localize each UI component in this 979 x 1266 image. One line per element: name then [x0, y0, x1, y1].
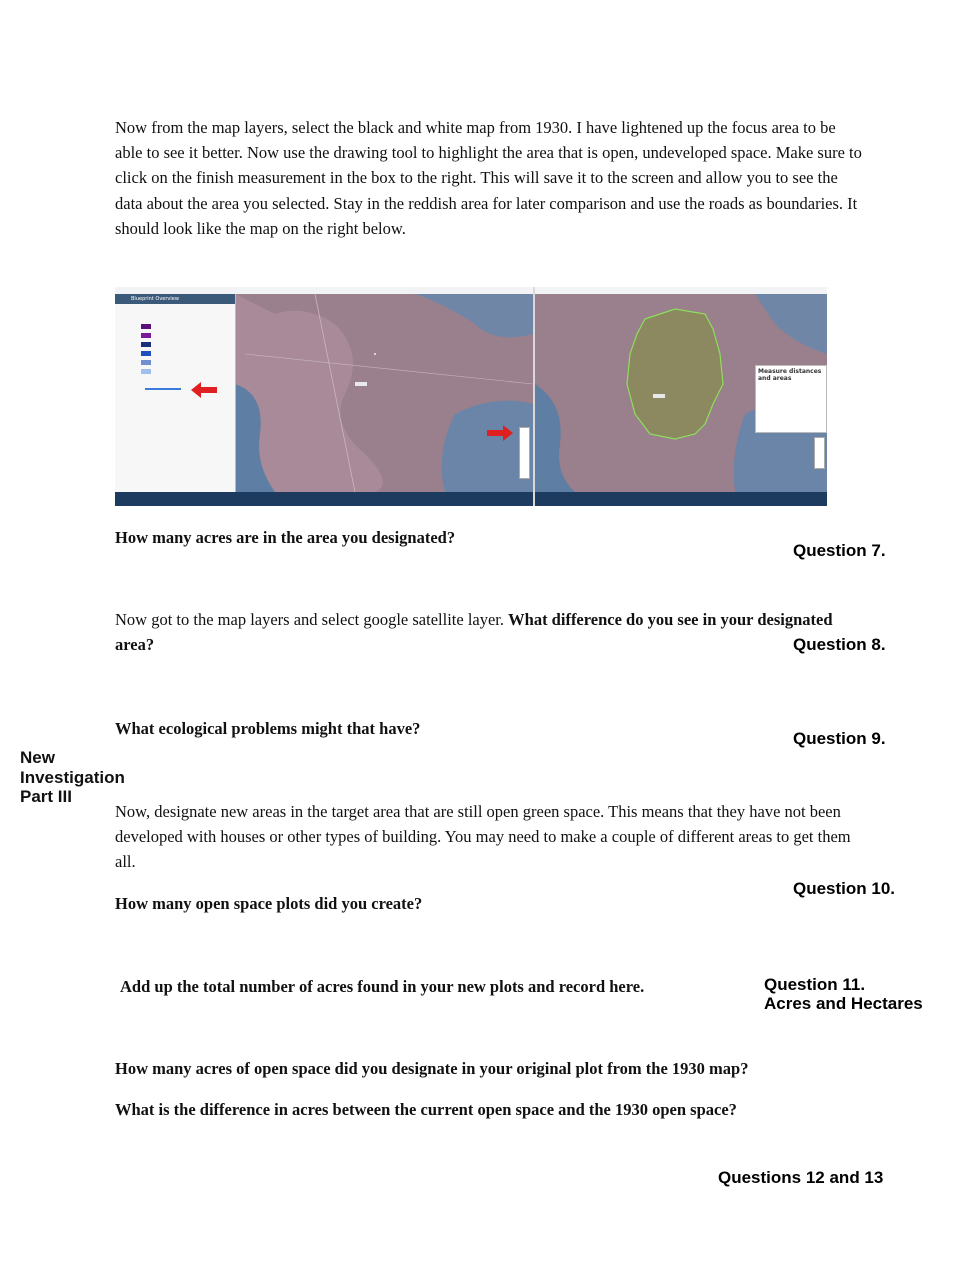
map-toolbar-right: [814, 437, 825, 469]
legend-swatch-3: [141, 342, 151, 347]
question-11-prompt: Add up the total number of acres found in your new plots and record here.: [120, 977, 645, 996]
new-investigation-heading: [20, 748, 150, 807]
measure-box-title: Measure distances and areas: [758, 368, 822, 382]
question-9-label: Question 9.: [793, 729, 886, 748]
question-8-prompt: What difference do you see in your designated area?: [115, 610, 833, 655]
legend-swatch-6: [141, 369, 151, 374]
question-8-lead: Now got to the map layers and select google satellite layer.: [115, 610, 509, 629]
intro-paragraph: Now from the map layers, select the black and white map from 1930. I have lightened up the focus area to be able to see it better. Now use the drawing tool to highlight the area that is open, undeveloped space. Make sure to click on the finish measurement in the box to the right. This will save it to the screen and allow you to see the data about the area you selected. Stay in the reddish area for later comparison and use the roads as boundaries. It should look like the map on the right below.: [115, 118, 862, 238]
conservation-sidebar: [115, 294, 236, 492]
part-3-intro: Now, designate new areas in the target area that are still open green space. This means that they have not been developed with houses or other types of building. You may need to make a couple of different areas to get them all.: [115, 802, 851, 872]
red-arrow-opacity-icon: [191, 382, 217, 398]
measure-distances-box: [755, 365, 827, 433]
legend-swatch-4: [141, 351, 151, 356]
legend-swatch-5: [141, 360, 151, 365]
question-8-label: Question 8.: [793, 635, 886, 654]
legend-swatch-2: [141, 333, 151, 338]
map-toolbar: [519, 427, 530, 479]
red-arrow-draw-tool-icon: [487, 425, 513, 441]
question-7-prompt: How many acres are in the area you designated?: [115, 528, 456, 547]
map-screenshots-figure: [115, 287, 827, 506]
questions-12-13-label: Questions 12 and 13: [718, 1168, 884, 1187]
legend-swatch-1: [141, 324, 151, 329]
question-11-label-line-2: Acres and Hectares: [764, 994, 923, 1013]
question-10-prompt: How many open space plots did you create?: [115, 894, 423, 913]
question-10-label: Question 10.: [793, 879, 896, 898]
question-13-prompt: What is the difference in acres between the current open space and the 1930 open space?: [115, 1100, 737, 1119]
question-11-label-line-1: Question 11.: [764, 975, 866, 994]
question-7-label: Question 7.: [793, 541, 886, 560]
windows-taskbar-left: [115, 492, 533, 506]
windows-taskbar-right: [535, 492, 827, 506]
question-11-label: [764, 975, 923, 1013]
question-9-prompt: What ecological problems might that have?: [115, 719, 421, 738]
side-heading-line-1: New: [20, 748, 55, 767]
question-12-prompt: How many acres of open space did you designate in your original plot from the 1930 map?: [115, 1059, 749, 1078]
question-8-paragraph: [115, 607, 835, 657]
opacity-slider[interactable]: [145, 388, 181, 390]
left-map-screenshot: [115, 287, 533, 506]
right-map-screenshot: [535, 287, 827, 506]
side-heading-line-2: Investigation: [20, 767, 125, 787]
sidebar-title: Blueprint Overview: [115, 294, 235, 304]
side-heading-line-3: Part III: [20, 787, 72, 806]
